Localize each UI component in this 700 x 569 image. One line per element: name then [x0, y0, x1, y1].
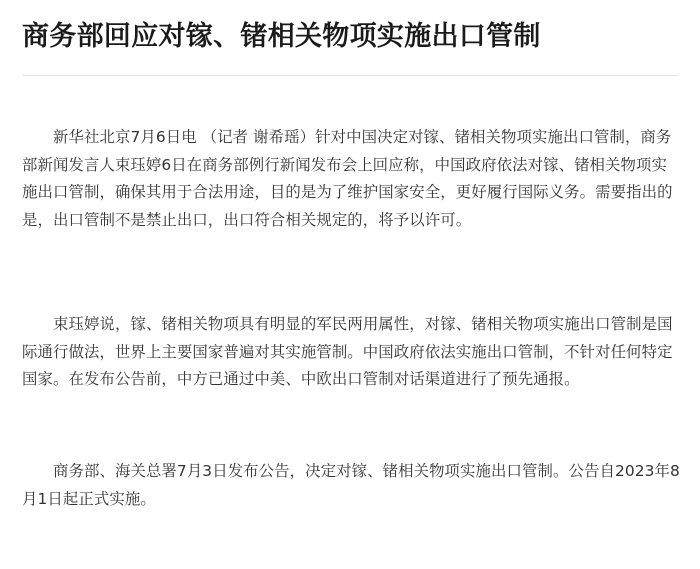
article-headline: 商务部回应对镓、锗相关物项实施出口管制 — [22, 21, 541, 52]
article-paragraph-1: 新华社北京7月6日电 （记者 谢希瑶）针对中国决定对镓、锗相关物项实施出口管制，商务部新闻发言人束珏婷6日在商务部例行新闻发布会上回应称，中国政府依法对镓、锗相关物项实施出口管制，确保其用于合法用途，目的是为了维护国家安全，更好履行国际义务。需要指出的是，出口管制不是禁止出口，出口符合相关规定的，将予以许可。 — [22, 128, 673, 229]
article-paragraph-3: 商务部、海关总署7月3日发布公告，决定对镓、锗相关物项实施出口管制。公告自2023年8月1日起正式实施。 — [22, 462, 680, 508]
headline-divider — [22, 75, 678, 76]
article-paragraph-2: 束珏婷说，镓、锗相关物项具有明显的军民两用属性，对镓、锗相关物项实施出口管制是国际通行做法，世界上主要国家普遍对其实施管制。中国政府依法实施出口管制，不针对任何特定国家。在发布公告前，中方已通过中美、中欧出口管制对话渠道进行了预先通报。 — [22, 315, 673, 388]
